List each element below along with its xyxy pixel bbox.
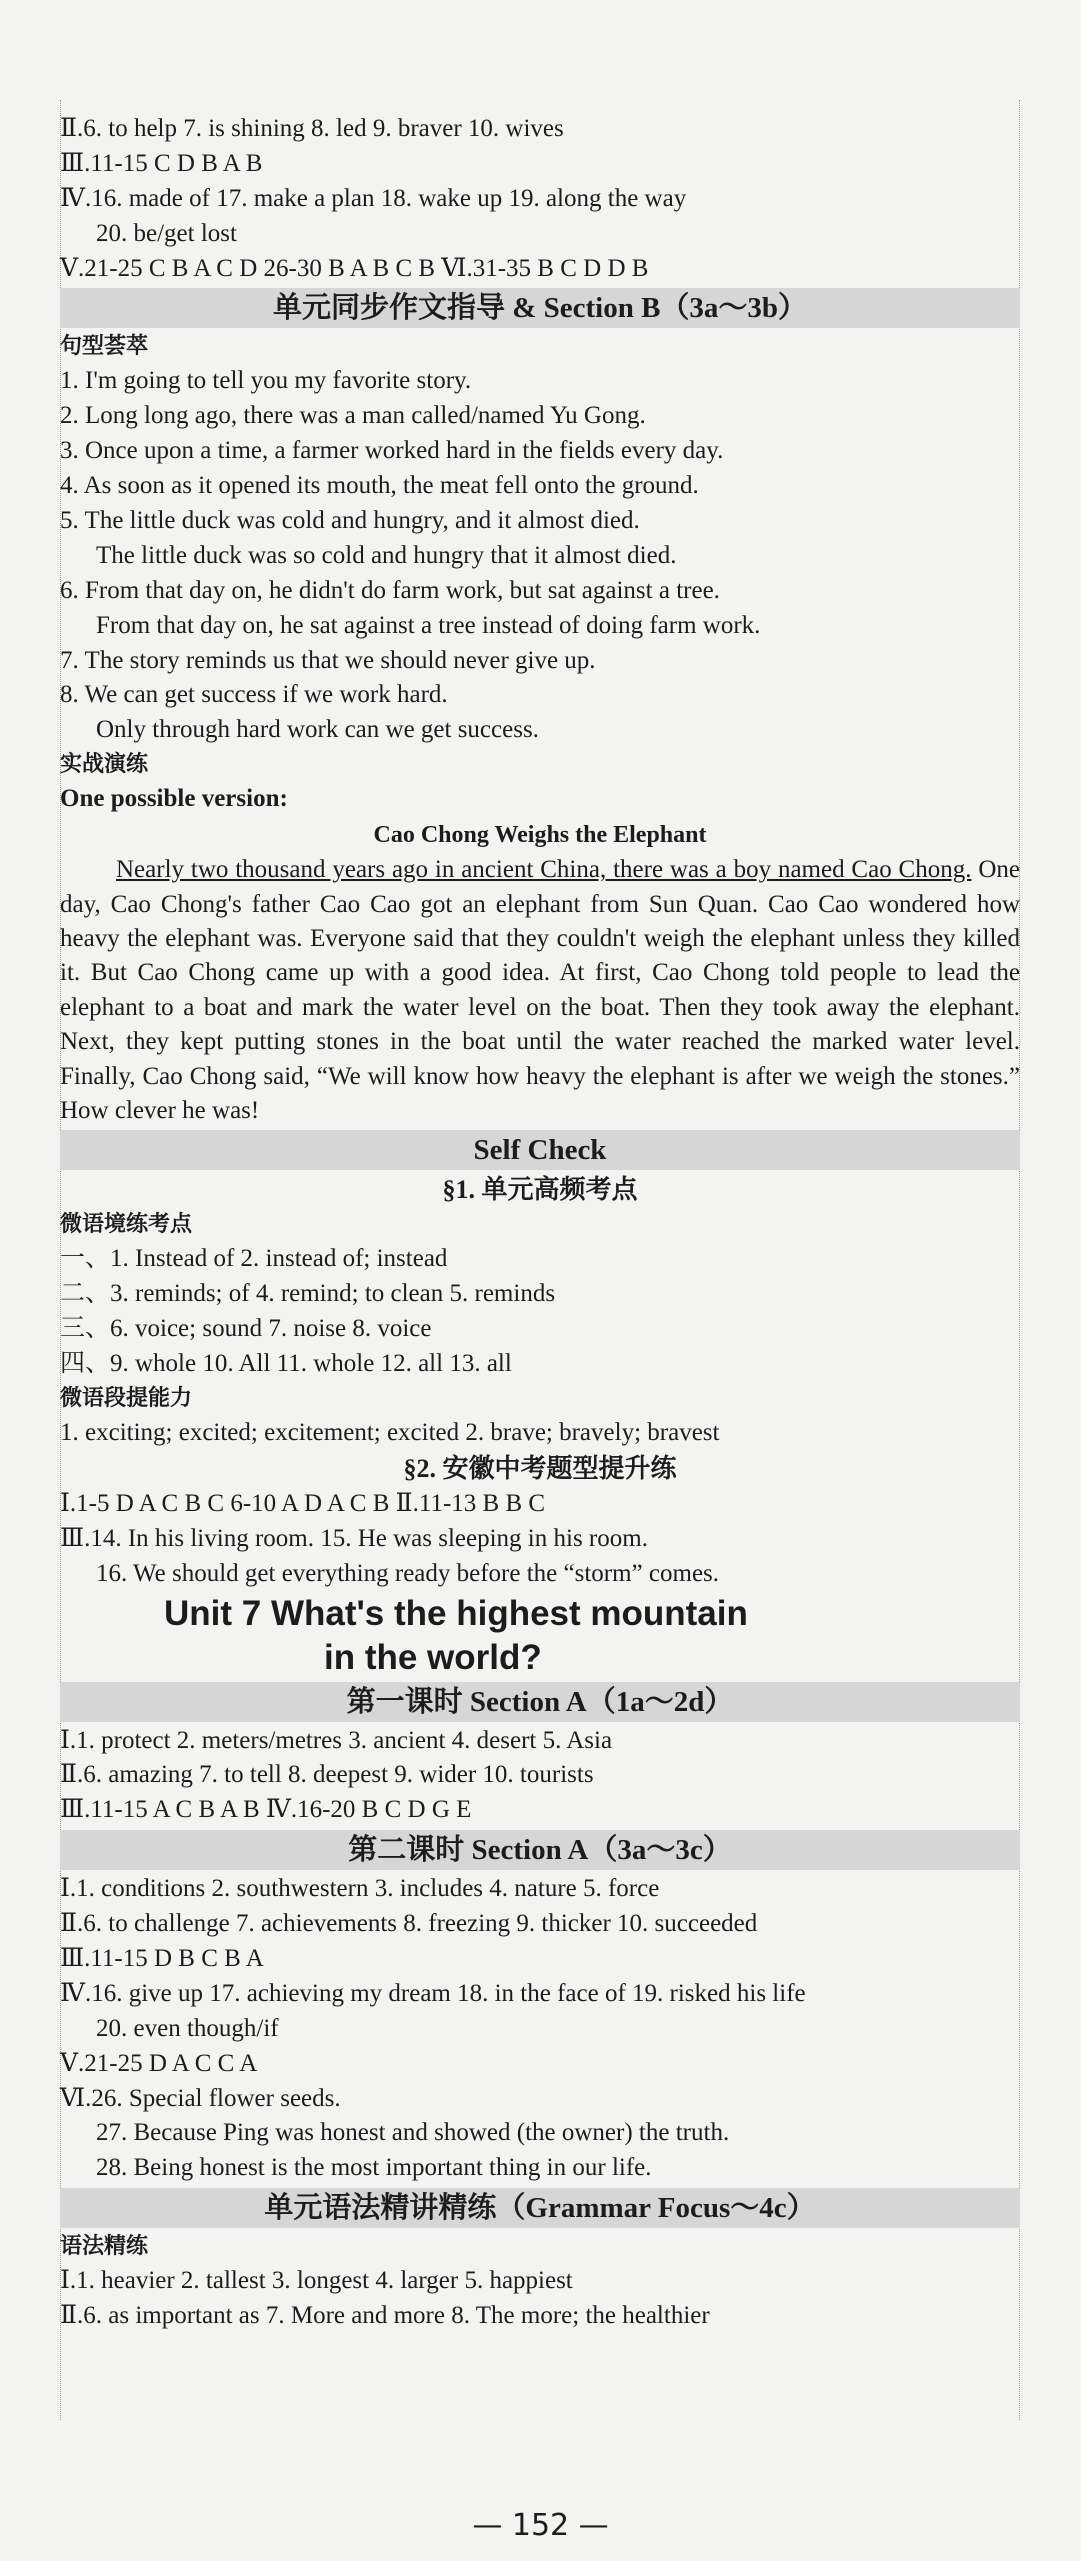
answer-line: Ⅲ.11-15 A C B A B Ⅳ.16-20 B C D G E	[60, 1796, 472, 1824]
subsection-heading: 微语境练考点	[60, 1212, 193, 1238]
answer-line: Ⅲ.14. In his living room. 15. He was sleeping in his room.	[60, 1524, 648, 1552]
answer-line: Ⅱ.6. to challenge 7. achievements 8. freezing 9. thicker 10. succeeded	[60, 1910, 758, 1938]
answer-page	[60, 100, 1020, 2400]
unit-title: Unit 7 What's the highest mountain	[164, 1593, 748, 1633]
possible-version-label: One possible version:	[60, 785, 288, 813]
answer-line: 27. Because Ping was honest and showed (the owner) the truth.	[96, 2119, 730, 2147]
answer-line: Ⅱ.6. amazing 7. to tell 8. deepest 9. wider 10. tourists	[60, 1761, 594, 1789]
essay-title: Cao Chong Weighs the Elephant	[373, 822, 707, 849]
answer-line: Ⅰ.1-5 D A C B C 6-10 A D A C B Ⅱ.11-13 B B C	[60, 1489, 546, 1517]
subsection-heading: 实战演练	[60, 752, 149, 778]
answer-line: Ⅱ.6. to help 7. is shining 8. led 9. braver 10. wives	[60, 115, 564, 142]
answer-line: 一、1. Instead of 2. instead of; instead	[60, 1245, 448, 1273]
sentence-line: The little duck was so cold and hungry that it almost died.	[96, 541, 677, 569]
answer-line: 16. We should get everything ready before the “storm” comes.	[96, 1559, 720, 1587]
answer-line: 20. be/get lost	[96, 219, 237, 247]
sentence-line: 1. I'm going to tell you my favorite story.	[60, 367, 472, 395]
sentence-line: From that day on, he sat against a tree instead of doing farm work.	[96, 611, 761, 639]
section-banner: 第二课时 Section A（3a～3c）	[60, 1830, 1020, 1870]
answer-line: Ⅵ.26. Special flower seeds.	[60, 2084, 341, 2112]
sentence-line: 4. As soon as it opened its mouth, the meat fell onto the ground.	[60, 472, 699, 500]
answer-line: Ⅴ.21-25 D A C C A	[60, 2049, 258, 2077]
answer-line: 28. Being honest is the most important thing in our life.	[96, 2154, 652, 2182]
section-banner: 单元语法精讲精练（Grammar Focus～4c）	[60, 2188, 1020, 2228]
sentence-line: 2. Long long ago, there was a man called/named Yu Gong.	[60, 402, 646, 430]
answer-line: Ⅰ.1. conditions 2. southwestern 3. includes 4. nature 5. force	[60, 1875, 660, 1903]
page-number: — 152 —	[472, 2508, 609, 2543]
sentence-line: 3. Once upon a time, a farmer worked hard in the fields every day.	[60, 437, 724, 465]
sentence-line: 5. The little duck was cold and hungry, and it almost died.	[60, 507, 640, 535]
sentence-line: 7. The story reminds us that we should never give up.	[60, 646, 596, 674]
answer-line: 二、3. reminds; of 4. remind; to clean 5. reminds	[60, 1280, 556, 1308]
essay-paragraph	[60, 853, 1020, 1128]
section-banner: 单元同步作文指导 & Section B（3a～3b）	[60, 288, 1020, 328]
answer-line: Ⅲ.11-15 C D B A B	[60, 149, 263, 177]
answer-line: 四、9. whole 10. All 11. whole 12. all 13. all	[60, 1350, 512, 1378]
essay-body: One day, Cao Chong's father Cao Cao got an elephant from Sun Quan. Cao Cao wondered how heavy the elephant was. Everyone said that they couldn't weigh the elephant unless they killed it. But Cao Chong came up with a good idea. At first, Cao Chong told people to lead the elephant to a boat and mark the water level on the boat. Then they took away the elephant. Next, they kept putting stones in the boat until the water reached the marked water level. Finally, Cao Chong said, “We will know how heavy the elephant is after we weigh the stones.” How clever he was!	[60, 856, 1021, 1124]
section-banner: Self Check	[60, 1130, 1020, 1170]
answer-line: 1. exciting; excited; excitement; excited 2. brave; bravely; bravest	[60, 1418, 720, 1446]
section-banner: 第一课时 Section A（1a～2d）	[60, 1682, 1020, 1722]
subsection-title: §1. 单元高频考点	[442, 1175, 638, 1205]
sentence-line: Only through hard work can we get success.	[96, 716, 539, 744]
subsection-heading: 微语段提能力	[60, 1385, 193, 1411]
answer-line: Ⅰ.1. protect 2. meters/metres 3. ancient 4. desert 5. Asia	[60, 1726, 613, 1754]
answer-line: Ⅳ.16. give up 17. achieving my dream 18. in the face of 19. risked his life	[60, 1979, 806, 2007]
sentence-line: 6. From that day on, he didn't do farm work, but sat against a tree.	[60, 576, 720, 604]
sentence-line: 8. We can get success if we work hard.	[60, 681, 448, 709]
answer-line: Ⅱ.6. as important as 7. More and more 8. The more; the healthier	[60, 2302, 710, 2330]
answer-line: 20. even though/if	[96, 2014, 279, 2042]
unit-title-continued: in the world?	[324, 1637, 542, 1677]
answer-line: Ⅲ.11-15 D B C B A	[60, 1944, 264, 1972]
subsection-title: §2. 安徽中考题型提升练	[403, 1453, 677, 1483]
answer-line: 三、6. voice; sound 7. noise 8. voice	[60, 1315, 432, 1343]
answer-line: Ⅴ.21-25 C B A C D 26-30 B A B C B Ⅵ.31-35 B C D D B	[60, 254, 649, 282]
answer-line: Ⅰ.1. heavier 2. tallest 3. longest 4. larger 5. happiest	[60, 2267, 573, 2295]
answer-line: Ⅳ.16. made of 17. make a plan 18. wake up 19. along the way	[60, 184, 687, 212]
subsection-heading: 句型荟萃	[60, 334, 149, 360]
subsection-heading: 语法精练	[60, 2234, 149, 2260]
essay-opening-sentence: Nearly two thousand years ago in ancient China, there was a boy named Cao Chong.	[116, 856, 972, 884]
